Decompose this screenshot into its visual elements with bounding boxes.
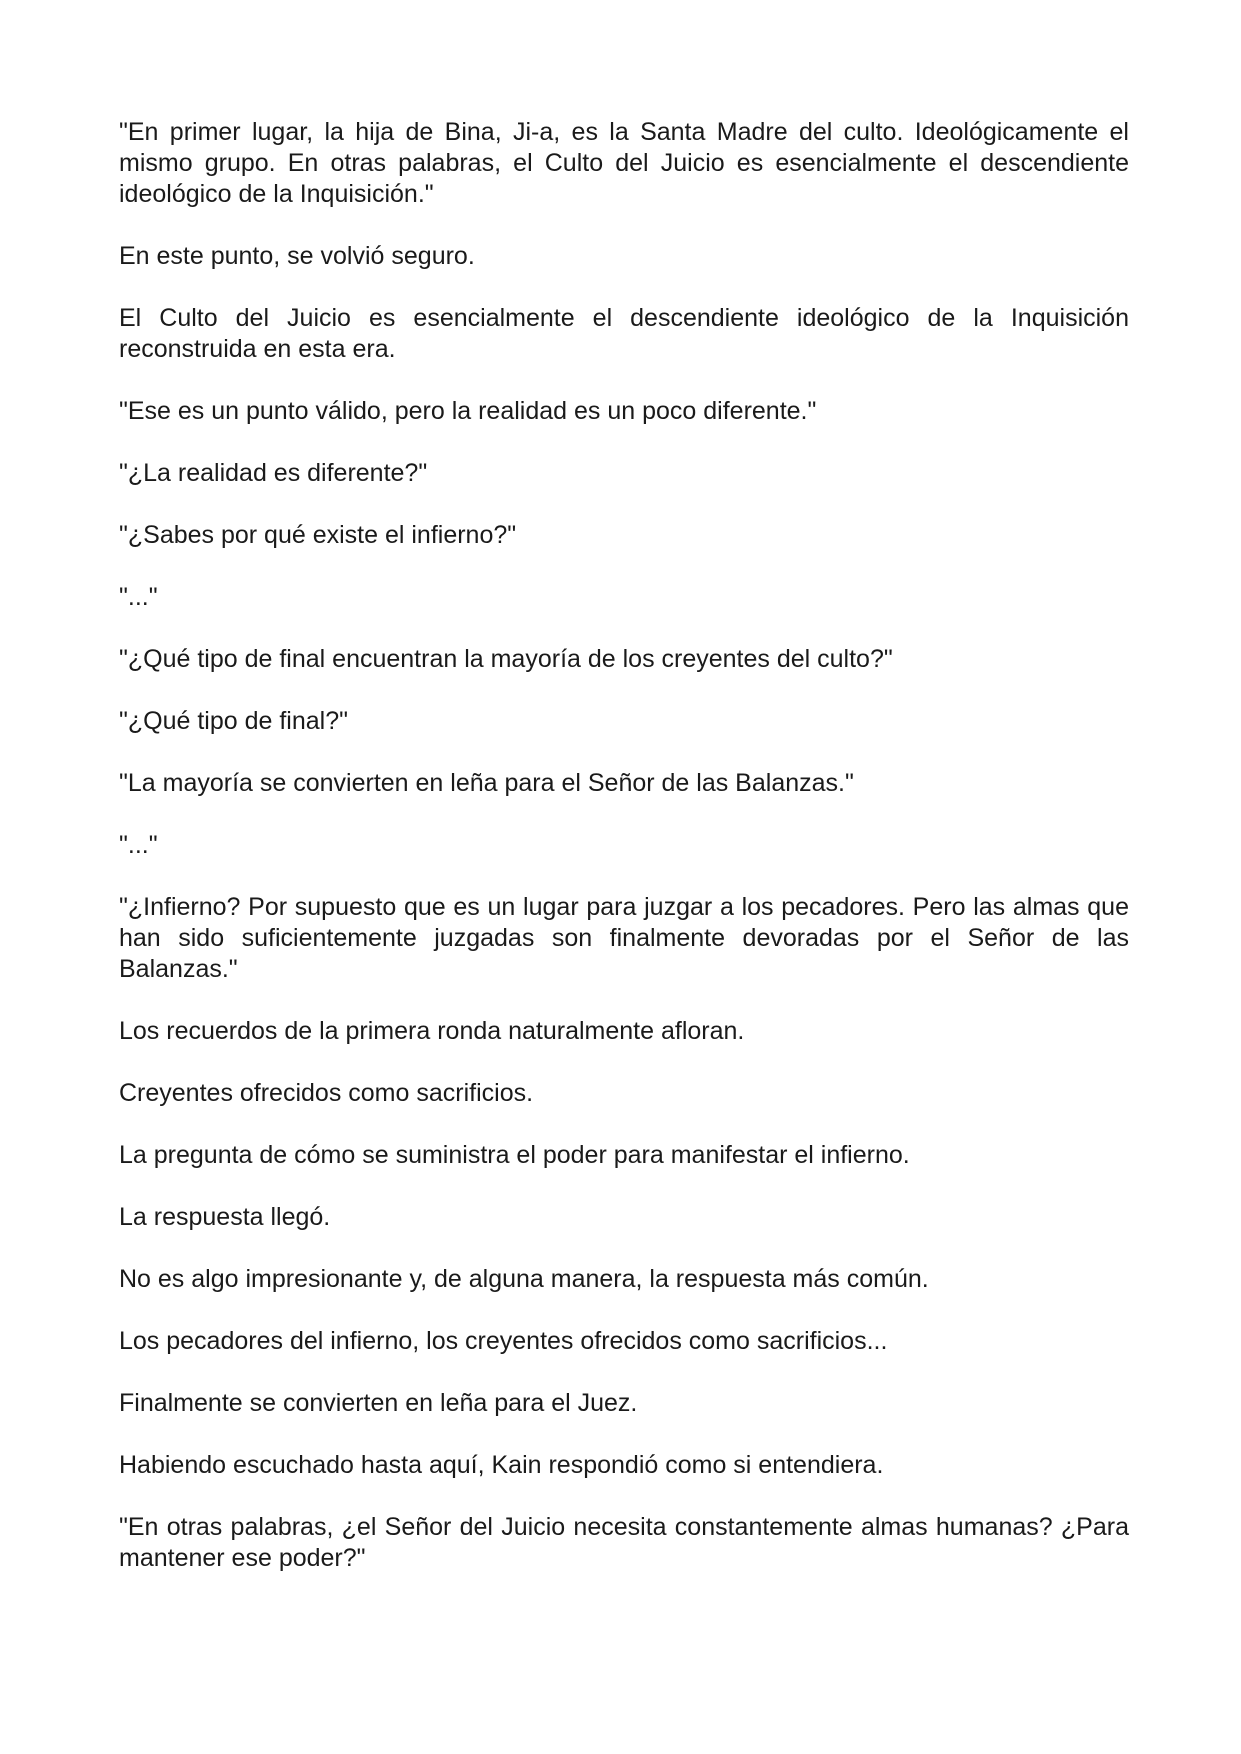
paragraph: "Ese es un punto válido, pero la realidad es un poco diferente.": [119, 397, 817, 425]
paragraph: En este punto, se volvió seguro.: [119, 242, 475, 270]
paragraph: Finalmente se convierten en leña para el Juez.: [119, 1389, 638, 1417]
paragraph: El Culto del Juicio es esencialmente el descendiente ideológico de la Inquisición reconstruida en esta era.: [119, 304, 1129, 363]
paragraph: "¿Qué tipo de final?": [119, 707, 348, 735]
paragraph: No es algo impresionante y, de alguna manera, la respuesta más común.: [119, 1265, 929, 1293]
paragraph: "En primer lugar, la hija de Bina, Ji-a, es la Santa Madre del culto. Ideológicamente el mismo grupo. En otras palabras, el Culto del Juicio es esencialmente el descendiente ideológico de la Inquisición.": [119, 118, 1129, 208]
paragraph: La pregunta de cómo se suministra el poder para manifestar el infierno.: [119, 1141, 910, 1169]
paragraph: "La mayoría se convierten en leña para el Señor de las Balanzas.": [119, 769, 854, 797]
paragraph: "...": [119, 831, 158, 859]
paragraph: Habiendo escuchado hasta aquí, Kain respondió como si entendiera.: [119, 1451, 884, 1479]
paragraph: "¿Infierno? Por supuesto que es un lugar para juzgar a los pecadores. Pero las almas que han sido suficientemente juzgadas son finalmente devoradas por el Señor de las Balanzas.": [119, 893, 1129, 983]
paragraph: Los pecadores del infierno, los creyentes ofrecidos como sacrificios...: [119, 1327, 888, 1355]
body-text: [119, 117, 1129, 1605]
paragraph: "...": [119, 583, 158, 611]
paragraph: Los recuerdos de la primera ronda naturalmente afloran.: [119, 1017, 745, 1045]
paragraph: "¿Qué tipo de final encuentran la mayoría de los creyentes del culto?": [119, 645, 893, 673]
paragraph: "En otras palabras, ¿el Señor del Juicio necesita constantemente almas humanas? ¿Para mantener ese poder?": [119, 1513, 1129, 1572]
paragraph: "¿Sabes por qué existe el infierno?": [119, 521, 517, 549]
paragraph: Creyentes ofrecidos como sacrificios.: [119, 1079, 534, 1107]
paragraph: "¿La realidad es diferente?": [119, 459, 428, 487]
paragraph: La respuesta llegó.: [119, 1203, 331, 1231]
